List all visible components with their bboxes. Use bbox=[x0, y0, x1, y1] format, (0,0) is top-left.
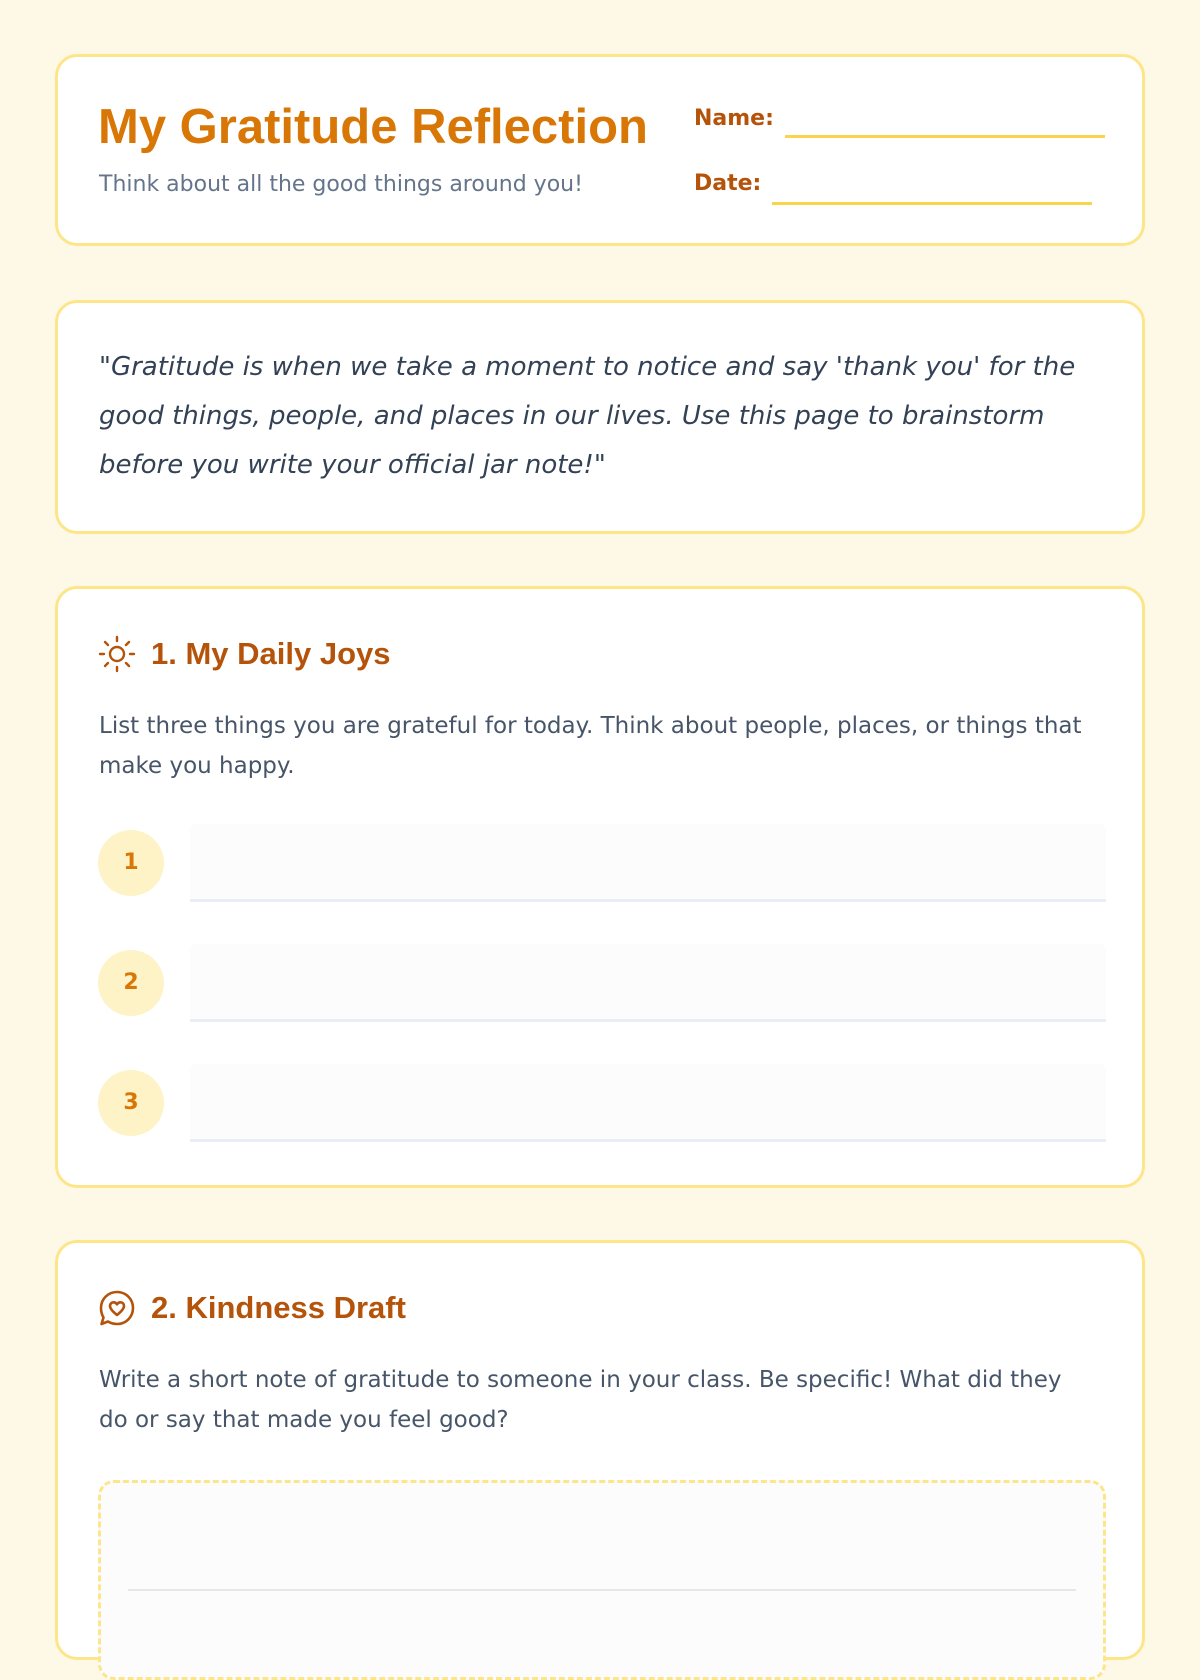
daily-joys-section bbox=[55, 586, 1145, 1188]
kindness-draft-area[interactable] bbox=[98, 1480, 1106, 1680]
kindness-draft-section bbox=[55, 1240, 1145, 1660]
joy-input-3[interactable] bbox=[190, 1064, 1106, 1142]
name-field[interactable] bbox=[785, 135, 1105, 138]
page-title: My Gratitude Reflection bbox=[98, 100, 648, 154]
writing-line bbox=[128, 1589, 1076, 1591]
joy-item bbox=[98, 1064, 1106, 1144]
page-subtitle: Think about all the good things around you! bbox=[99, 172, 583, 197]
date-field[interactable] bbox=[772, 202, 1092, 205]
header-card bbox=[55, 54, 1145, 246]
sun-icon bbox=[98, 635, 136, 673]
item-number-badge: 1 bbox=[98, 830, 164, 896]
joy-input-2[interactable] bbox=[190, 944, 1106, 1022]
section-description: Write a short note of gratitude to someone in your class. Be specific! What did they do or say that made you feel good? bbox=[99, 1367, 1062, 1433]
heart-chat-icon bbox=[98, 1289, 136, 1327]
section-title: 2. Kindness Draft bbox=[151, 1290, 406, 1325]
joy-item bbox=[98, 944, 1106, 1024]
gratitude-quote: "Gratitude is when we take a moment to notice and say 'thank you' for the good things, people, and places in our lives. Use this page to brainstorm before you write your official jar note!" bbox=[99, 352, 1076, 480]
joy-item bbox=[98, 824, 1106, 904]
section-description: List three things you are grateful for today. Think about people, places, or things that make you happy. bbox=[99, 713, 1082, 779]
name-label: Name: bbox=[694, 106, 774, 131]
section-title: 1. My Daily Joys bbox=[151, 636, 391, 671]
quote-card bbox=[55, 300, 1145, 534]
item-number-badge: 3 bbox=[98, 1070, 164, 1136]
joy-input-1[interactable] bbox=[190, 824, 1106, 902]
item-number-badge: 2 bbox=[98, 950, 164, 1016]
date-label: Date: bbox=[694, 171, 762, 196]
